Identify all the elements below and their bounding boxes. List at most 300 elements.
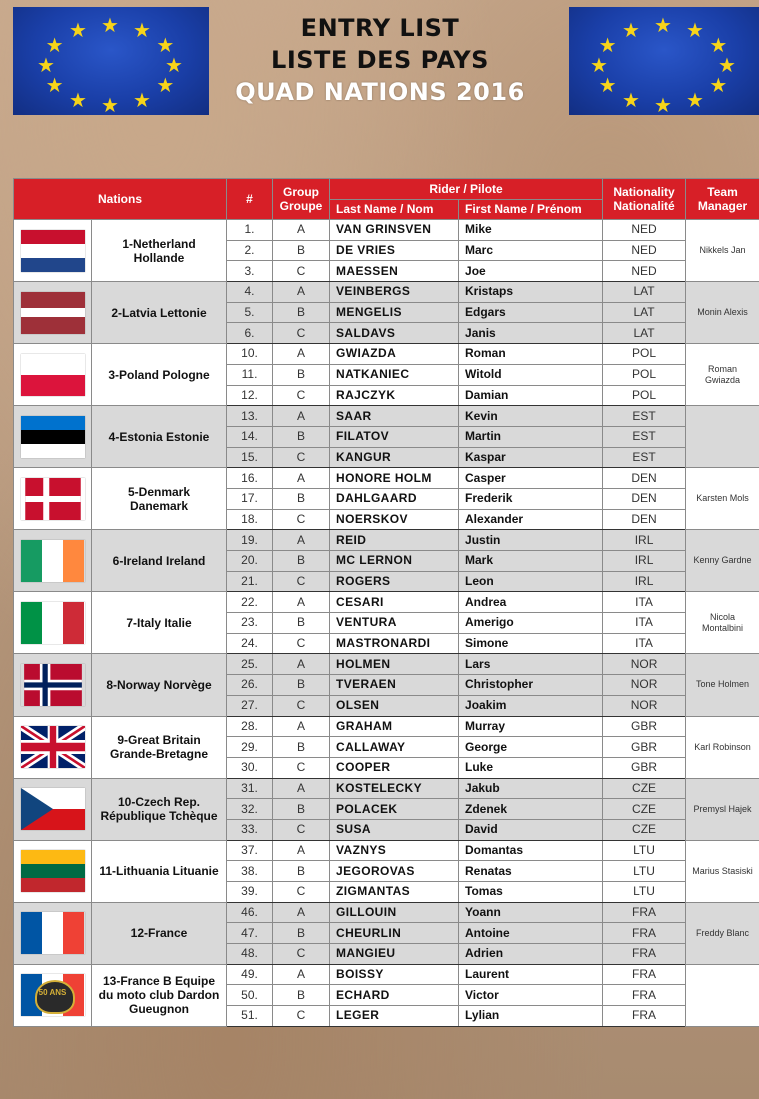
rider-last-name: KOSTELECKY bbox=[330, 778, 459, 799]
latvia-flag-icon bbox=[21, 292, 85, 334]
rider-last-name: CHEURLIN bbox=[330, 923, 459, 944]
rider-number: 1. bbox=[227, 220, 273, 241]
rider-group: B bbox=[273, 985, 330, 1006]
eu-star-icon: ★ bbox=[37, 53, 55, 77]
rider-nationality: FRA bbox=[603, 923, 686, 944]
rider-number: 49. bbox=[227, 964, 273, 985]
rider-group: A bbox=[273, 840, 330, 861]
rider-first-name: Kristaps bbox=[459, 282, 603, 303]
eu-star-icon: ★ bbox=[45, 73, 64, 97]
rider-last-name: ROGERS bbox=[330, 571, 459, 592]
rider-first-name: Martin bbox=[459, 426, 603, 447]
nation-flag-cell bbox=[14, 778, 92, 840]
rider-last-name: GWIAZDA bbox=[330, 344, 459, 365]
nation-flag-cell bbox=[14, 406, 92, 468]
rider-first-name: Mike bbox=[459, 220, 603, 241]
rider-number: 26. bbox=[227, 675, 273, 696]
nation-flag-cell bbox=[14, 282, 92, 344]
eu-star-icon: ★ bbox=[165, 53, 183, 77]
nation-name: 10-Czech Rep. République Tchèque bbox=[92, 778, 227, 840]
rider-nationality: EST bbox=[603, 447, 686, 468]
rider-group: C bbox=[273, 819, 330, 840]
nation-flag-cell bbox=[14, 468, 92, 530]
rider-nationality: GBR bbox=[603, 716, 686, 737]
rider-nationality: NED bbox=[603, 240, 686, 261]
rider-number: 25. bbox=[227, 654, 273, 675]
group-header: Group Groupe bbox=[273, 179, 330, 220]
eu-star-icon: ★ bbox=[709, 73, 728, 97]
rider-group: B bbox=[273, 613, 330, 634]
nation-flag-cell bbox=[14, 654, 92, 716]
rider-nationality: FRA bbox=[603, 902, 686, 923]
rider-first-name: Yoann bbox=[459, 902, 603, 923]
eu-star-icon: ★ bbox=[69, 18, 87, 43]
rider-nationality: CZE bbox=[603, 778, 686, 799]
rider-nationality: POL bbox=[603, 344, 686, 365]
rider-nationality: EST bbox=[603, 426, 686, 447]
rider-number: 5. bbox=[227, 302, 273, 323]
rider-nationality: FRA bbox=[603, 964, 686, 985]
rider-row bbox=[14, 468, 759, 489]
rider-first-name: Lylian bbox=[459, 1006, 603, 1027]
rider-last-name: NOERSKOV bbox=[330, 509, 459, 530]
rider-first-name: George bbox=[459, 737, 603, 758]
rider-nationality: NOR bbox=[603, 654, 686, 675]
rider-nationality: LAT bbox=[603, 302, 686, 323]
rider-first-name: Witold bbox=[459, 364, 603, 385]
rider-number: 39. bbox=[227, 882, 273, 903]
rider-number: 11. bbox=[227, 364, 273, 385]
entry-list-table bbox=[13, 178, 759, 1027]
rider-nationality: ITA bbox=[603, 592, 686, 613]
rider-group: B bbox=[273, 240, 330, 261]
nation-name: 4-Estonia Estonie bbox=[92, 406, 227, 468]
rider-group: A bbox=[273, 654, 330, 675]
eu-star-icon: ★ bbox=[590, 53, 608, 77]
rider-first-name: Adrien bbox=[459, 944, 603, 965]
rider-first-name: Leon bbox=[459, 571, 603, 592]
rider-group: A bbox=[273, 902, 330, 923]
rider-row bbox=[14, 220, 759, 241]
rider-group: B bbox=[273, 488, 330, 509]
rider-group: B bbox=[273, 302, 330, 323]
ireland-flag-icon bbox=[21, 540, 85, 582]
rider-last-name: NATKANIEC bbox=[330, 364, 459, 385]
team-manager-header: Team Manager bbox=[686, 179, 759, 220]
rider-last-name: VAZNYS bbox=[330, 840, 459, 861]
rider-group: A bbox=[273, 592, 330, 613]
rider-group: B bbox=[273, 675, 330, 696]
nation-name: 8-Norway Norvège bbox=[92, 654, 227, 716]
rider-first-name: Simone bbox=[459, 633, 603, 654]
rider-group: C bbox=[273, 261, 330, 282]
rider-last-name: MC LERNON bbox=[330, 551, 459, 572]
team-manager: Freddy Blanc bbox=[686, 902, 759, 964]
nation-name: 6-Ireland Ireland bbox=[92, 530, 227, 592]
rider-first-name: Damian bbox=[459, 385, 603, 406]
eu-star-icon: ★ bbox=[686, 87, 704, 112]
rider-group: C bbox=[273, 633, 330, 654]
nation-name: 5-Denmark Danemark bbox=[92, 468, 227, 530]
rider-number: 48. bbox=[227, 944, 273, 965]
rider-last-name: JEGOROVAS bbox=[330, 861, 459, 882]
team-manager: Monin Alexis bbox=[686, 282, 759, 344]
rider-nationality: DEN bbox=[603, 488, 686, 509]
rider-first-name: Joe bbox=[459, 261, 603, 282]
team-manager: Kenny Gardne bbox=[686, 530, 759, 592]
rider-first-name: Jakub bbox=[459, 778, 603, 799]
rider-first-name: Amerigo bbox=[459, 613, 603, 634]
eu-star-icon: ★ bbox=[69, 87, 87, 112]
rider-nationality: NED bbox=[603, 261, 686, 282]
nation-name: 7-Italy Italie bbox=[92, 592, 227, 654]
rider-group: C bbox=[273, 1006, 330, 1027]
nation-name: 1-Netherland Hollande bbox=[92, 220, 227, 282]
rider-nationality: IRL bbox=[603, 571, 686, 592]
rider-first-name: Kevin bbox=[459, 406, 603, 427]
rider-row bbox=[14, 282, 759, 303]
rider-number: 4. bbox=[227, 282, 273, 303]
rider-row bbox=[14, 406, 759, 427]
eu-star-icon: ★ bbox=[133, 87, 151, 112]
rider-last-name: MENGELIS bbox=[330, 302, 459, 323]
eu-star-icon: ★ bbox=[156, 33, 175, 57]
rider-first-name: Frederik bbox=[459, 488, 603, 509]
rider-number: 23. bbox=[227, 613, 273, 634]
eu-star-icon: ★ bbox=[622, 18, 640, 43]
lithuania-flag-icon bbox=[21, 850, 85, 892]
rider-first-name: Mark bbox=[459, 551, 603, 572]
eu-star-icon: ★ bbox=[101, 93, 119, 115]
rider-first-name: Edgars bbox=[459, 302, 603, 323]
rider-number: 3. bbox=[227, 261, 273, 282]
rider-group: A bbox=[273, 964, 330, 985]
rider-last-name: ECHARD bbox=[330, 985, 459, 1006]
nation-name: 12-France bbox=[92, 902, 227, 964]
rider-last-name: HONORE HOLM bbox=[330, 468, 459, 489]
team-manager bbox=[686, 964, 759, 1026]
rider-group: A bbox=[273, 220, 330, 241]
team-manager: Roman Gwiazda bbox=[686, 344, 759, 406]
rider-last-name: FILATOV bbox=[330, 426, 459, 447]
rider-first-name: Janis bbox=[459, 323, 603, 344]
rider-nationality: LAT bbox=[603, 282, 686, 303]
rider-last-name: DAHLGAARD bbox=[330, 488, 459, 509]
eu-star-icon: ★ bbox=[45, 33, 64, 57]
rider-nationality: LTU bbox=[603, 882, 686, 903]
rider-row bbox=[14, 902, 759, 923]
team-manager: Karsten Mols bbox=[686, 468, 759, 530]
rider-last-name: LEGER bbox=[330, 1006, 459, 1027]
rider-number: 18. bbox=[227, 509, 273, 530]
team-manager bbox=[686, 406, 759, 468]
rider-last-name: COOPER bbox=[330, 757, 459, 778]
eu-star-icon: ★ bbox=[598, 73, 617, 97]
rider-first-name: Domantas bbox=[459, 840, 603, 861]
rider-group: C bbox=[273, 695, 330, 716]
rider-last-name: BOISSY bbox=[330, 964, 459, 985]
eu-star-icon: ★ bbox=[718, 53, 736, 77]
rider-number: 51. bbox=[227, 1006, 273, 1027]
rider-nationality: LAT bbox=[603, 323, 686, 344]
eu-flag-left bbox=[13, 7, 209, 115]
rider-last-name: POLACEK bbox=[330, 799, 459, 820]
rider-first-name: Murray bbox=[459, 716, 603, 737]
number-header: # bbox=[227, 179, 273, 220]
rider-first-name: Andrea bbox=[459, 592, 603, 613]
rider-number: 37. bbox=[227, 840, 273, 861]
rider-last-name: SALDAVS bbox=[330, 323, 459, 344]
rider-group: A bbox=[273, 468, 330, 489]
nation-flag-cell bbox=[14, 716, 92, 778]
rider-group: A bbox=[273, 282, 330, 303]
rider-number: 29. bbox=[227, 737, 273, 758]
nation-name: 2-Latvia Lettonie bbox=[92, 282, 227, 344]
italy-flag-icon bbox=[21, 602, 85, 644]
rider-group: C bbox=[273, 447, 330, 468]
rider-nationality: DEN bbox=[603, 509, 686, 530]
rider-header: Rider / Pilote bbox=[330, 179, 603, 200]
france-flag-icon bbox=[21, 912, 85, 954]
rider-nationality: NOR bbox=[603, 695, 686, 716]
team-manager: Nicola Montalbini bbox=[686, 592, 759, 654]
rider-nationality: IRL bbox=[603, 551, 686, 572]
rider-number: 38. bbox=[227, 861, 273, 882]
rider-number: 46. bbox=[227, 902, 273, 923]
page-header bbox=[220, 12, 540, 108]
rider-row bbox=[14, 344, 759, 365]
rider-row bbox=[14, 778, 759, 799]
eu-star-icon: ★ bbox=[156, 73, 175, 97]
rider-number: 13. bbox=[227, 406, 273, 427]
rider-first-name: Lars bbox=[459, 654, 603, 675]
rider-number: 12. bbox=[227, 385, 273, 406]
rider-last-name: MASTRONARDI bbox=[330, 633, 459, 654]
nation-name: 11-Lithuania Lituanie bbox=[92, 840, 227, 902]
rider-nationality: GBR bbox=[603, 757, 686, 778]
norway-flag-icon bbox=[21, 664, 85, 706]
rider-group: B bbox=[273, 861, 330, 882]
team-manager: Marius Stasiski bbox=[686, 840, 759, 902]
rider-last-name: HOLMEN bbox=[330, 654, 459, 675]
rider-number: 47. bbox=[227, 923, 273, 944]
rider-number: 16. bbox=[227, 468, 273, 489]
rider-nationality: FRA bbox=[603, 944, 686, 965]
rider-last-name: GILLOUIN bbox=[330, 902, 459, 923]
nation-name: 3-Poland Pologne bbox=[92, 344, 227, 406]
rider-number: 21. bbox=[227, 571, 273, 592]
team-manager: Tone Holmen bbox=[686, 654, 759, 716]
rider-last-name: REID bbox=[330, 530, 459, 551]
rider-group: C bbox=[273, 944, 330, 965]
team-manager: Nikkels Jan bbox=[686, 220, 759, 282]
nation-flag-cell bbox=[14, 964, 92, 1026]
nation-flag-cell bbox=[14, 840, 92, 902]
rider-group: B bbox=[273, 799, 330, 820]
eu-star-icon: ★ bbox=[598, 33, 617, 57]
rider-first-name: Kaspar bbox=[459, 447, 603, 468]
rider-group: A bbox=[273, 344, 330, 365]
rider-number: 32. bbox=[227, 799, 273, 820]
rider-last-name: CALLAWAY bbox=[330, 737, 459, 758]
eu-flag-right bbox=[569, 7, 759, 115]
rider-last-name: MAESSEN bbox=[330, 261, 459, 282]
rider-number: 10. bbox=[227, 344, 273, 365]
rider-last-name: ZIGMANTAS bbox=[330, 882, 459, 903]
rider-nationality: ITA bbox=[603, 613, 686, 634]
title-line-1: ENTRY LIST bbox=[300, 14, 460, 42]
eu-star-icon: ★ bbox=[709, 33, 728, 57]
rider-last-name: TVERAEN bbox=[330, 675, 459, 696]
eu-star-icon: ★ bbox=[686, 18, 704, 43]
team-manager: Karl Robinson bbox=[686, 716, 759, 778]
title-line-2: LISTE DES PAYS bbox=[271, 46, 489, 74]
rider-last-name: VEINBERGS bbox=[330, 282, 459, 303]
rider-number: 50. bbox=[227, 985, 273, 1006]
rider-group: A bbox=[273, 716, 330, 737]
rider-first-name: Tomas bbox=[459, 882, 603, 903]
rider-first-name: Marc bbox=[459, 240, 603, 261]
rider-nationality: LTU bbox=[603, 840, 686, 861]
rider-group: C bbox=[273, 509, 330, 530]
rider-row bbox=[14, 592, 759, 613]
rider-group: B bbox=[273, 426, 330, 447]
team-manager: Premysl Hajek bbox=[686, 778, 759, 840]
eu-star-icon: ★ bbox=[654, 93, 672, 115]
rider-first-name: Christopher bbox=[459, 675, 603, 696]
rider-group: B bbox=[273, 923, 330, 944]
rider-nationality: EST bbox=[603, 406, 686, 427]
rider-nationality: DEN bbox=[603, 468, 686, 489]
nation-flag-cell bbox=[14, 902, 92, 964]
nation-name: 13-France B Equipe du moto club Dardon Gueugnon bbox=[92, 964, 227, 1026]
rider-first-name: Zdenek bbox=[459, 799, 603, 820]
rider-first-name: Victor bbox=[459, 985, 603, 1006]
dardon-club-flag-icon bbox=[21, 974, 85, 1016]
rider-first-name: David bbox=[459, 819, 603, 840]
rider-group: C bbox=[273, 385, 330, 406]
rider-last-name: KANGUR bbox=[330, 447, 459, 468]
rider-group: B bbox=[273, 737, 330, 758]
rider-nationality: ITA bbox=[603, 633, 686, 654]
entry-list-table-container bbox=[13, 178, 759, 1027]
rider-number: 15. bbox=[227, 447, 273, 468]
rider-row bbox=[14, 964, 759, 985]
last-name-header: Last Name / Nom bbox=[330, 199, 459, 220]
netherlands-flag-icon bbox=[21, 230, 85, 272]
nation-flag-cell bbox=[14, 220, 92, 282]
rider-nationality: CZE bbox=[603, 819, 686, 840]
nation-flag-cell bbox=[14, 530, 92, 592]
rider-nationality: GBR bbox=[603, 737, 686, 758]
rider-last-name: GRAHAM bbox=[330, 716, 459, 737]
rider-nationality: LTU bbox=[603, 861, 686, 882]
rider-nationality: POL bbox=[603, 364, 686, 385]
rider-first-name: Alexander bbox=[459, 509, 603, 530]
rider-row bbox=[14, 840, 759, 861]
rider-row bbox=[14, 716, 759, 737]
rider-first-name: Renatas bbox=[459, 861, 603, 882]
rider-number: 19. bbox=[227, 530, 273, 551]
rider-last-name: SAAR bbox=[330, 406, 459, 427]
rider-nationality: NOR bbox=[603, 675, 686, 696]
rider-number: 17. bbox=[227, 488, 273, 509]
rider-row bbox=[14, 530, 759, 551]
eu-star-icon: ★ bbox=[133, 18, 151, 43]
rider-group: B bbox=[273, 551, 330, 572]
rider-group: C bbox=[273, 757, 330, 778]
rider-last-name: MANGIEU bbox=[330, 944, 459, 965]
rider-number: 24. bbox=[227, 633, 273, 654]
rider-last-name: DE VRIES bbox=[330, 240, 459, 261]
rider-number: 22. bbox=[227, 592, 273, 613]
rider-first-name: Luke bbox=[459, 757, 603, 778]
rider-number: 14. bbox=[227, 426, 273, 447]
rider-first-name: Justin bbox=[459, 530, 603, 551]
rider-last-name: SUSA bbox=[330, 819, 459, 840]
eu-star-icon: ★ bbox=[622, 87, 640, 112]
eu-star-icon: ★ bbox=[654, 13, 672, 37]
czech-flag-icon bbox=[21, 788, 85, 830]
title-line-3: QUAD NATIONS 2016 bbox=[235, 78, 525, 106]
rider-first-name: Joakim bbox=[459, 695, 603, 716]
rider-number: 30. bbox=[227, 757, 273, 778]
poland-flag-icon bbox=[21, 354, 85, 396]
rider-group: A bbox=[273, 530, 330, 551]
rider-row bbox=[14, 654, 759, 675]
rider-nationality: CZE bbox=[603, 799, 686, 820]
estonia-flag-icon bbox=[21, 416, 85, 458]
rider-first-name: Laurent bbox=[459, 964, 603, 985]
rider-group: C bbox=[273, 323, 330, 344]
nation-flag-cell bbox=[14, 344, 92, 406]
first-name-header: First Name / Prénom bbox=[459, 199, 603, 220]
rider-number: 33. bbox=[227, 819, 273, 840]
rider-last-name: CESARI bbox=[330, 592, 459, 613]
rider-first-name: Casper bbox=[459, 468, 603, 489]
rider-last-name: OLSEN bbox=[330, 695, 459, 716]
rider-group: C bbox=[273, 882, 330, 903]
great-britain-flag-icon bbox=[21, 726, 85, 768]
rider-group: C bbox=[273, 571, 330, 592]
rider-nationality: IRL bbox=[603, 530, 686, 551]
rider-number: 31. bbox=[227, 778, 273, 799]
nation-name: 9-Great Britain Grande-Bretagne bbox=[92, 716, 227, 778]
rider-first-name: Antoine bbox=[459, 923, 603, 944]
rider-first-name: Roman bbox=[459, 344, 603, 365]
rider-nationality: FRA bbox=[603, 985, 686, 1006]
rider-last-name: VENTURA bbox=[330, 613, 459, 634]
rider-number: 28. bbox=[227, 716, 273, 737]
rider-group: A bbox=[273, 406, 330, 427]
eu-star-icon: ★ bbox=[101, 13, 119, 37]
rider-group: B bbox=[273, 364, 330, 385]
rider-group: A bbox=[273, 778, 330, 799]
rider-last-name: VAN GRINSVEN bbox=[330, 220, 459, 241]
rider-nationality: POL bbox=[603, 385, 686, 406]
nations-header: Nations bbox=[14, 179, 227, 220]
rider-number: 27. bbox=[227, 695, 273, 716]
denmark-flag-icon bbox=[21, 478, 85, 520]
club-badge-text: 50 ANS bbox=[38, 988, 67, 998]
rider-number: 2. bbox=[227, 240, 273, 261]
nationality-header: Nationality Nationalité bbox=[603, 179, 686, 220]
rider-number: 20. bbox=[227, 551, 273, 572]
rider-nationality: NED bbox=[603, 220, 686, 241]
rider-number: 6. bbox=[227, 323, 273, 344]
nation-flag-cell bbox=[14, 592, 92, 654]
rider-last-name: RAJCZYK bbox=[330, 385, 459, 406]
